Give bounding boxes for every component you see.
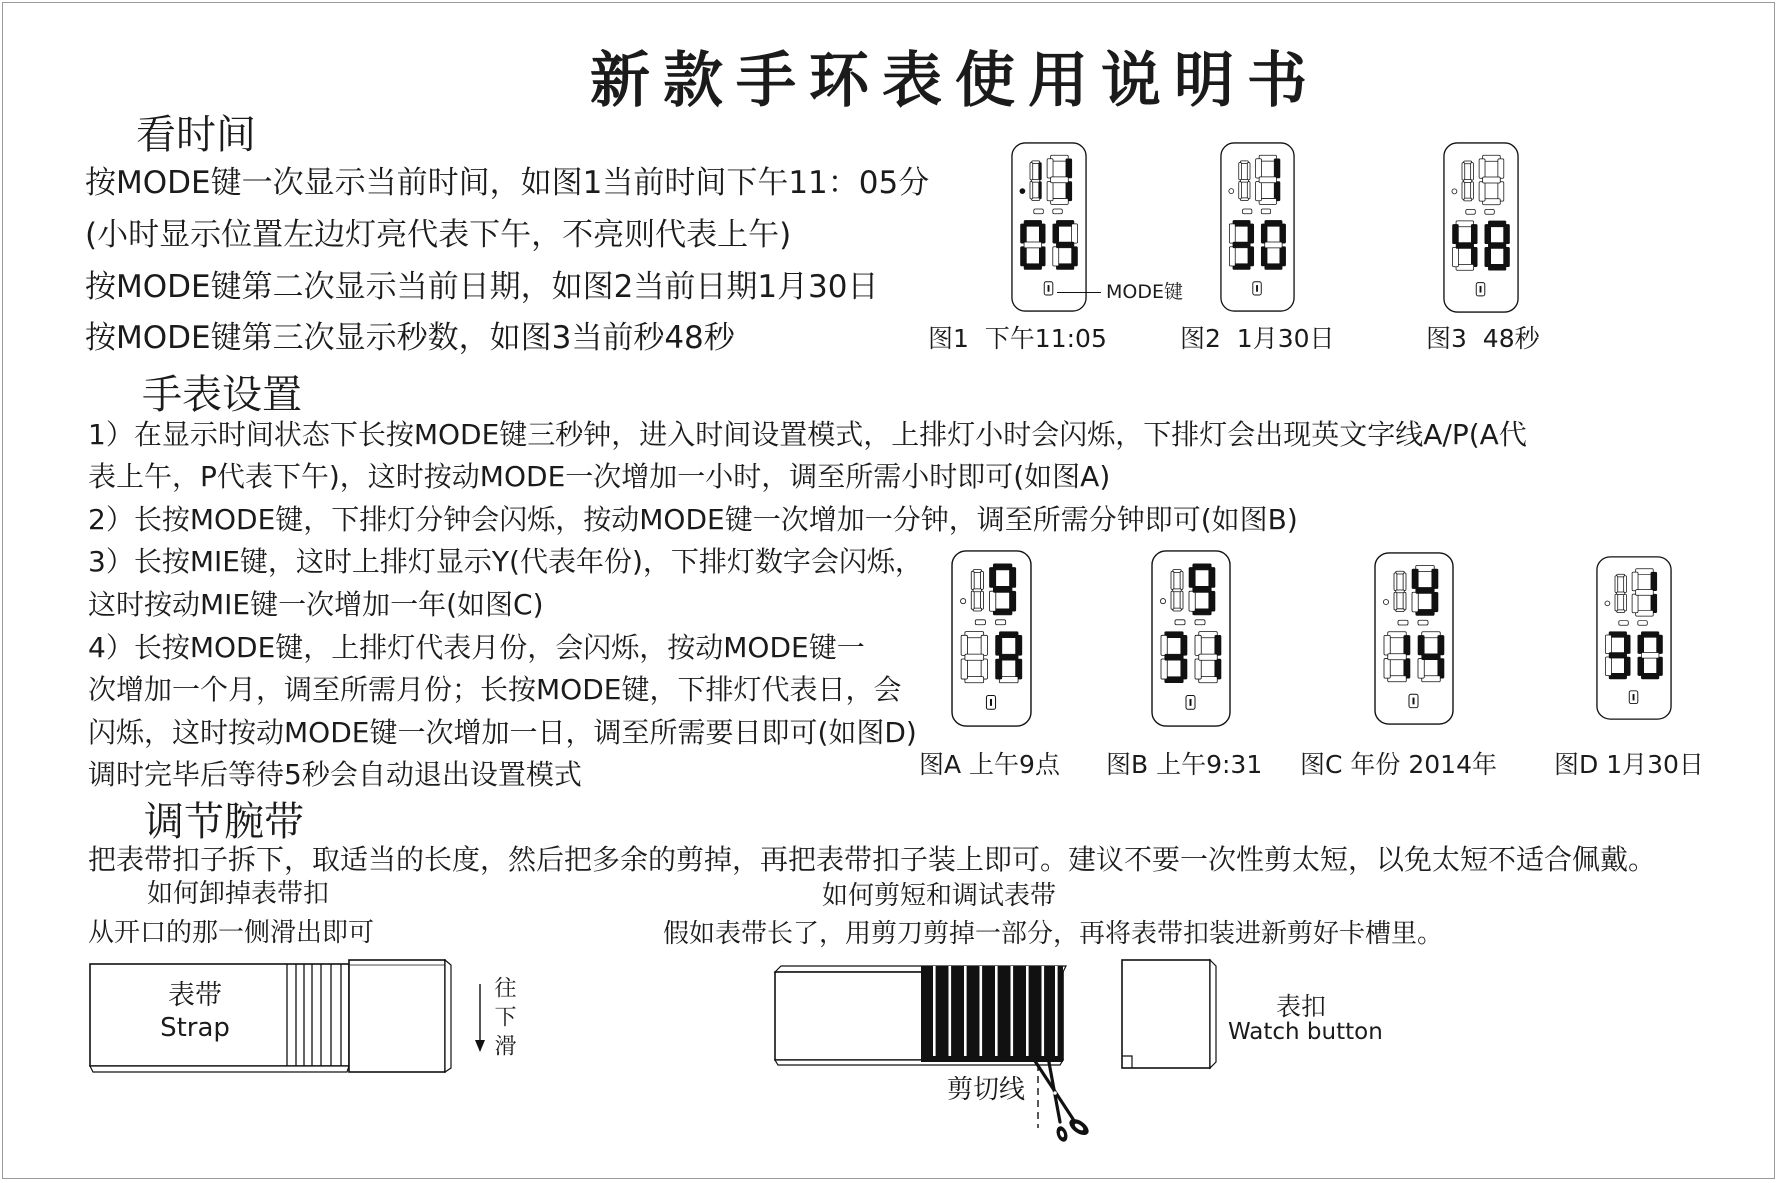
figure-1-caption: 图1 下午11:05 — [928, 324, 1107, 353]
pm-indicator — [961, 599, 966, 604]
mode-button-mark — [1413, 698, 1415, 705]
segment-c-lit — [1274, 182, 1280, 201]
separator-left — [975, 620, 985, 625]
segment-b-lit — [1181, 635, 1187, 655]
segment-e-lit — [996, 659, 1002, 679]
segment-e-unlit — [1171, 591, 1174, 609]
segment-b-lit — [1404, 635, 1410, 655]
segment-e-unlit — [1632, 594, 1638, 613]
buckle-label-cn: 表扣 — [1276, 992, 1327, 1021]
segment-b-unlit — [1247, 163, 1250, 180]
segment-c-unlit — [980, 591, 983, 609]
separator-left — [1175, 620, 1185, 625]
segment-g-unlit — [1636, 590, 1654, 596]
segment-c-lit — [1280, 247, 1286, 266]
figure-b-caption: 图B 上午9:31 — [1106, 750, 1263, 779]
segment-f-unlit — [1462, 163, 1465, 180]
segment-f-unlit — [1615, 576, 1618, 593]
segment-f-unlit — [961, 635, 967, 655]
segment-g-lit — [1609, 652, 1627, 658]
segment-f-unlit — [971, 571, 974, 589]
pm-indicator — [1229, 189, 1234, 194]
segment-f-lit — [1021, 224, 1027, 243]
segment-g-lit — [1233, 242, 1250, 248]
pm-indicator — [1383, 599, 1388, 604]
segment-c-lit — [1215, 659, 1221, 679]
segment-e-unlit — [1418, 659, 1424, 679]
watch-display — [1374, 552, 1454, 725]
watch-figure-a — [951, 550, 1032, 727]
segment-c-lit — [1039, 247, 1045, 266]
separator-right — [1485, 209, 1495, 214]
segment-c-lit — [1651, 594, 1657, 613]
segment-c-lit — [1181, 659, 1187, 679]
segment-c-unlit — [1471, 182, 1474, 199]
segment-e-lit — [1261, 247, 1267, 266]
watch-display — [1596, 556, 1672, 720]
segment-e-unlit — [971, 591, 974, 609]
segment-c-lit — [1248, 247, 1254, 266]
segment-b-lit — [1009, 567, 1015, 587]
buckle-side-face — [445, 960, 451, 1072]
segment-e-lit — [1638, 657, 1644, 676]
separator-left — [1398, 620, 1408, 625]
segment-e-unlit — [1053, 247, 1059, 266]
document-title: 新款手环表使用说明书 — [590, 46, 1320, 116]
settings-line-3: 2）长按MODE键，下排灯分钟会闪烁，按动MODE键一次增加一分钟，调至所需分钟即可(如图B) — [88, 503, 1298, 536]
segment-e-unlit — [1479, 182, 1485, 201]
watch-display — [1151, 550, 1231, 727]
time-line-1: 按MODE键一次显示当前时间，如图1当前时间下午11：05分 — [85, 165, 930, 201]
watch-display — [1011, 142, 1087, 312]
segment-e-unlit — [1615, 594, 1618, 611]
segment-f-lit — [1638, 635, 1644, 654]
buckle-label-en: Watch button — [1228, 1019, 1383, 1045]
segment-g-lit — [1193, 586, 1212, 592]
segment-f-lit — [1261, 224, 1267, 243]
segment-b-unlit — [1471, 163, 1474, 180]
segment-f-unlit — [1479, 159, 1485, 178]
trim-strap-text: 假如表带长了，用剪刀剪掉一部分，再将表带扣装进新剪好卡槽里。 — [663, 919, 1444, 949]
segment-g-unlit — [1051, 177, 1069, 183]
segment-c-unlit — [1180, 591, 1183, 609]
segment-c-lit — [1471, 247, 1477, 266]
segment-g-unlit — [1265, 242, 1282, 248]
segment-g-unlit — [1173, 589, 1182, 592]
settings-line-8: 闪烁，这时按动MODE键一次增加一日，调至所需要日即可(如图D) — [88, 716, 917, 749]
watch-figure-2 — [1220, 142, 1295, 312]
strap-trim-diagram — [770, 948, 1230, 1148]
settings-line-4: 3）长按MIE键，这时上排灯显示Y(代表年份)，下排灯数字会闪烁， — [88, 545, 923, 578]
segment-e-unlit — [1047, 182, 1053, 201]
segment-b-lit — [1039, 224, 1045, 243]
segment-e-lit — [1485, 247, 1491, 266]
segment-b-lit — [1438, 635, 1444, 655]
figure-a-caption: 图A 上午9点 — [919, 750, 1060, 779]
segment-f-unlit — [1256, 159, 1262, 178]
settings-line-7: 次增加一个月，调至所需月份；长按MODE键，下排灯代表日，会 — [88, 673, 902, 706]
figure-3-caption: 图3 48秒 — [1426, 324, 1540, 353]
segment-e-unlit — [1606, 657, 1612, 676]
watch-buckle-side-face — [1210, 960, 1216, 1068]
segment-g-unlit — [1024, 242, 1042, 248]
segment-f-lit — [989, 567, 995, 587]
segment-b-lit — [1039, 163, 1042, 180]
segment-g-lit — [1422, 654, 1441, 660]
segment-f-lit — [1053, 224, 1059, 243]
segment-f-lit — [1412, 569, 1418, 589]
separator-right — [1053, 209, 1063, 214]
figure-c-caption: 图C 年份 2014年 — [1300, 750, 1497, 779]
segment-e-unlit — [1256, 182, 1262, 201]
segment-b-lit — [1471, 224, 1477, 243]
separator-right — [1638, 621, 1648, 626]
segment-b-unlit — [1498, 159, 1504, 178]
segment-g-unlit — [1388, 654, 1407, 660]
scissors-icon — [1033, 1057, 1091, 1143]
separator-left — [1034, 209, 1044, 214]
trim-strap-title: 如何剪短和调试表带 — [822, 881, 1057, 911]
segment-b-lit — [1280, 224, 1286, 243]
segment-b-unlit — [1624, 576, 1627, 593]
segment-f-unlit — [1195, 635, 1201, 655]
segment-g-unlit — [1199, 654, 1218, 660]
segment-c-lit — [1438, 659, 1444, 679]
segment-c-unlit — [1624, 594, 1627, 611]
segment-g-unlit — [973, 589, 982, 592]
figure-2-caption: 图2 1月30日 — [1180, 324, 1335, 353]
segment-c-lit — [1432, 592, 1438, 612]
separator-left — [1466, 209, 1476, 214]
slide-down-label: 往下滑 — [491, 976, 516, 1063]
watch-display — [1443, 142, 1519, 313]
segment-b-lit — [1066, 159, 1072, 178]
strap-label-en: Strap — [160, 1013, 230, 1043]
segment-c-lit — [1009, 591, 1015, 611]
segment-b-unlit — [1072, 224, 1078, 243]
segment-b-lit — [1016, 635, 1022, 655]
segment-g-unlit — [1641, 652, 1659, 658]
mode-button-pointer-line — [1057, 292, 1101, 293]
segment-e-unlit — [989, 591, 995, 611]
segment-f-unlit — [1229, 224, 1235, 243]
segment-f-lit — [1453, 224, 1459, 243]
mode-button-mark — [1048, 285, 1050, 292]
segment-g-unlit — [1464, 180, 1472, 183]
segment-g-unlit — [1617, 592, 1625, 595]
segment-e-unlit — [1229, 247, 1235, 266]
segment-f-unlit — [1161, 635, 1167, 655]
segment-c-lit — [1066, 182, 1072, 201]
segment-c-unlit — [1403, 592, 1406, 610]
time-line-3: 按MODE键第二次显示当前日期，如图2当前日期1月30日 — [85, 269, 879, 305]
segment-e-unlit — [1189, 591, 1195, 611]
pm-indicator — [1605, 601, 1610, 606]
segment-b-lit — [1657, 635, 1663, 654]
segment-c-lit — [1404, 659, 1410, 679]
segment-e-unlit — [1462, 182, 1465, 199]
segment-f-unlit — [1047, 159, 1053, 178]
segment-g-lit — [999, 654, 1018, 660]
mode-button-mark — [990, 699, 992, 706]
segment-f-lit — [1418, 635, 1424, 655]
segment-c-unlit — [1498, 182, 1504, 201]
arrow-down-icon — [470, 982, 490, 1054]
remove-buckle-text: 从开口的那一侧滑出即可 — [88, 918, 375, 948]
mode-button-mark — [1480, 286, 1482, 293]
arrow-head — [475, 1040, 485, 1052]
separator-left — [1243, 209, 1252, 214]
segment-c-unlit — [1247, 182, 1250, 199]
time-line-2: (小时显示位置左边灯亮代表下午，不亮则代表上午) — [85, 217, 792, 253]
separator-right — [1195, 620, 1205, 625]
segment-b-lit — [1624, 635, 1630, 654]
segment-g-unlit — [1032, 179, 1040, 182]
segment-g-unlit — [1240, 179, 1248, 182]
section-heading-settings: 手表设置 — [142, 372, 302, 418]
strap-label-cn: 表带 — [168, 980, 222, 1011]
segment-g-unlit — [1396, 590, 1405, 593]
segment-g-unlit — [1259, 177, 1276, 183]
section-heading-time: 看时间 — [136, 112, 256, 158]
segment-e-unlit — [961, 659, 967, 679]
segment-c-unlit — [981, 659, 987, 679]
segment-c-lit — [1624, 657, 1630, 676]
segment-b-lit — [1209, 567, 1215, 587]
settings-line-9: 调时完毕后等待5秒会自动退出设置模式 — [88, 758, 582, 791]
segment-f-lit — [1485, 224, 1491, 243]
watch-figure-b — [1151, 550, 1231, 727]
separator-right — [996, 620, 1006, 625]
segment-f-unlit — [1171, 571, 1174, 589]
segment-c-lit — [1504, 247, 1510, 266]
segment-b-unlit — [1403, 573, 1406, 591]
segment-b-lit — [1248, 224, 1254, 243]
pm-indicator-lit — [1020, 189, 1025, 194]
segment-b-lit — [1274, 159, 1280, 178]
separator-right — [1261, 209, 1270, 214]
strap-notch-grooves — [921, 966, 1063, 1062]
segment-b-lit — [1215, 635, 1221, 655]
segment-f-unlit — [1606, 635, 1612, 654]
segment-f-unlit — [1030, 163, 1033, 180]
segment-b-unlit — [1180, 571, 1183, 589]
strap-bottom-edge — [90, 1066, 349, 1072]
cut-line-label: 剪切线 — [947, 1075, 1026, 1105]
segment-g-lit — [1456, 243, 1474, 249]
segment-c-lit — [1209, 591, 1215, 611]
time-line-4: 按MODE键第三次显示秒数，如图3当前秒48秒 — [85, 320, 735, 356]
watch-buckle — [1122, 960, 1210, 1068]
pm-indicator — [1160, 599, 1165, 604]
figure-d-caption: 图D 1月30日 — [1554, 750, 1704, 779]
segment-e-unlit — [1161, 659, 1167, 679]
segment-g-lit — [993, 586, 1012, 592]
segment-e-unlit — [1453, 247, 1459, 266]
separator-left — [1619, 621, 1629, 626]
watch-figure-c — [1374, 552, 1454, 725]
pm-indicator — [1452, 189, 1457, 194]
segment-c-lit — [1016, 659, 1022, 679]
segment-e-unlit — [1239, 182, 1242, 199]
segment-g-lit — [1056, 242, 1074, 248]
mode-button-mark — [1633, 694, 1635, 700]
strap-intro: 把表带扣子拆下，取适当的长度，然后把多余的剪掉，再把表带扣子装上即可。建议不要一次性剪太短，以免太短不适合佩戴。 — [88, 843, 1657, 876]
settings-line-5: 这时按动MIE键一次增加一年(如图C) — [88, 588, 544, 621]
segment-g-lit — [1416, 587, 1435, 593]
watch-figure-3 — [1443, 142, 1519, 313]
segment-g-unlit — [1483, 177, 1501, 183]
watch-figure-1 — [1011, 142, 1087, 312]
segment-f-unlit — [1632, 572, 1638, 591]
watch-figure-d — [1596, 556, 1672, 720]
segment-f-unlit — [1239, 163, 1242, 180]
watch-display — [1220, 142, 1295, 312]
segment-e-unlit — [1394, 592, 1397, 610]
segment-f-unlit — [1384, 635, 1390, 655]
segment-g-lit — [1165, 654, 1184, 660]
segment-b-unlit — [981, 635, 987, 655]
mode-button-mark — [1190, 699, 1192, 706]
segment-b-lit — [1651, 572, 1657, 591]
remove-buckle-title: 如何卸掉表带扣 — [147, 879, 330, 909]
separator-right — [1418, 620, 1428, 625]
segment-e-unlit — [1412, 592, 1418, 612]
mode-button-mark — [1256, 285, 1258, 292]
segment-g-unlit — [965, 654, 984, 660]
settings-line-1: 1）在显示时间状态下长按MODE键三秒钟，进入时间设置模式，上排灯小时会闪烁，下排灯会出现英文字线A/P(A代 — [88, 418, 1527, 451]
segment-f-unlit — [1394, 573, 1397, 591]
section-heading-strap: 调节腕带 — [144, 799, 304, 845]
settings-line-6: 4）长按MODE键，上排灯代表月份，会闪烁，按动MODE键一 — [88, 631, 865, 664]
segment-g-lit — [1488, 243, 1506, 249]
segment-f-lit — [1189, 567, 1195, 587]
segment-b-lit — [1504, 224, 1510, 243]
segment-f-lit — [996, 635, 1002, 655]
mode-button-label: MODE键 — [1106, 281, 1183, 303]
segment-b-lit — [1432, 569, 1438, 589]
watch-display — [951, 550, 1032, 727]
segment-e-unlit — [1030, 182, 1033, 199]
segment-e-lit — [1021, 247, 1027, 266]
segment-e-unlit — [1384, 659, 1390, 679]
segment-c-lit — [1657, 657, 1663, 676]
segment-c-lit — [1072, 247, 1078, 266]
strap-buckle — [349, 960, 445, 1072]
segment-b-unlit — [980, 571, 983, 589]
settings-line-2: 表上午，P代表下午)，这时按动MODE一次增加一小时，调至所需小时即可(如图A) — [88, 460, 1111, 493]
segment-c-lit — [1039, 182, 1042, 199]
segment-e-unlit — [1195, 659, 1201, 679]
